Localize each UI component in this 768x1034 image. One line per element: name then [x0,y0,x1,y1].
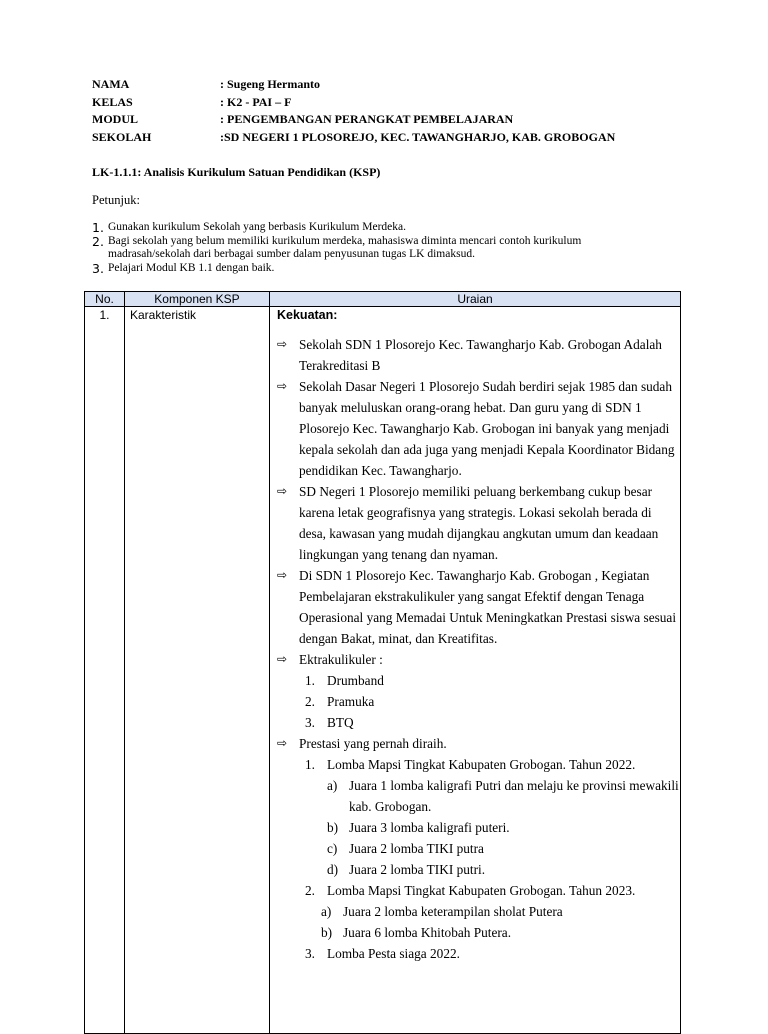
arrow-right-icon: ⇨ [277,652,288,666]
instruction-item [92,262,652,276]
instruction-number: 2. [92,233,104,249]
item-text: Pramuka [327,694,375,709]
subitem-letter: c) [327,841,338,856]
instructions-label: Petunjuk: [92,193,140,207]
ekstra-item [277,691,680,712]
arrow-right-icon: ⇨ [277,337,288,351]
arrow-right-icon: ⇨ [277,484,288,498]
header-value: :SD NEGERI 1 PLOSOREJO, KEC. TAWANGHARJO, KAB. GROBOGAN [220,130,616,144]
table-header-row [85,292,681,307]
prestasi-subitem [277,922,680,943]
subitem-text: Juara 6 lomba Khitobah Putera. [343,925,512,940]
instruction-item [92,235,652,262]
list-item [277,565,680,649]
kekuatan-heading: Kekuatan: [277,308,338,322]
prestasi-subitem [277,901,680,922]
header-label: KELAS [92,95,133,109]
ksp-analysis-table [84,291,681,1034]
item-number: 1. [305,673,315,688]
header-value: : Sugeng Hermanto [220,77,320,91]
instructions-list [92,221,652,275]
subitem-letter: a) [327,778,338,793]
ekstra-item [277,712,680,733]
subitem-text: Juara 2 lomba keterampilan sholat Putera [343,904,563,919]
prestasi-subitem [277,838,680,859]
arrow-right-icon: ⇨ [277,568,288,582]
subitem-letter: a) [321,904,332,919]
prestasi-subitem [277,859,680,880]
prestasi-item [277,754,680,775]
subitem-text: Juara 1 lomba kaligrafi Putri dan melaju ke provinsi mewakili kab. Grobogan. [349,778,679,814]
prestasi-label: Prestasi yang pernah diraih. [299,736,447,751]
arrow-right-icon: ⇨ [277,736,288,750]
bullet-text: SD Negeri 1 Plosorejo memiliki peluang berkembang cukup besar karena letak geografisnya yang strategis. Lokasi sekolah berada di desa, kawasan yang mudah dijangkau angkutan umum dan keadaan lingkungan yang tenang dan nyaman. [299,484,659,562]
header-value: : K2 - PAI – F [220,95,292,109]
worksheet-title: LK-1.1.1: Analisis Kurikulum Satuan Pendidikan (KSP) [92,165,381,179]
instruction-number: 3. [92,260,104,276]
subitem-text: Juara 3 lomba kaligrafi puteri. [349,820,510,835]
bullet-text: Sekolah SDN 1 Plosorejo Kec. Tawangharjo Kab. Grobogan Adalah Terakreditasi B [299,337,662,373]
item-text: BTQ [327,715,354,730]
item-text: Drumband [327,673,384,688]
subitem-letter: b) [327,820,339,835]
prestasi-item [277,880,680,901]
list-item [277,334,680,376]
table-row [85,307,681,1034]
list-item [277,649,680,670]
instruction-text: Bagi sekolah yang belum memiliki kurikulum merdeka, mahasiswa diminta mencari contoh kurikulum madrasah/sekolah dari berbagai sumber dalam penyusunan tugas LK dimaksud. [108,234,582,260]
header-label: NAMA [92,77,130,91]
bullet-text: Di SDN 1 Plosorejo Kec. Tawangharjo Kab. Grobogan , Kegiatan Pembelajaran ekstrakulikuler yang sangat Efektif dengan Tenaga Operasional yang Memadai Untuk Meningkatkan Prestasi siswa sesuai dengan Bakat, minat, dan Kreatifitas. [299,568,677,646]
row-komponen: Karakteristik [125,307,270,1034]
prestasi-subitem [277,775,680,817]
arrow-right-icon: ⇨ [277,379,288,393]
row-number: 1. [85,307,125,1034]
list-item [277,376,680,481]
subitem-letter: b) [321,925,333,940]
ekstra-item [277,670,680,691]
item-number: 3. [305,946,315,961]
item-number: 3. [305,715,315,730]
item-text: Lomba Mapsi Tingkat Kabupaten Grobogan. Tahun 2022. [327,757,636,772]
item-number: 2. [305,883,315,898]
list-item [277,481,680,565]
column-header-komponen: Komponen KSP [125,292,270,307]
instruction-number: 1. [92,220,104,235]
prestasi-subitem [277,817,680,838]
header-label: SEKOLAH [92,130,152,144]
item-number: 2. [305,694,315,709]
row-uraian [270,307,681,1034]
uraian-content [277,334,680,964]
bullet-text: Sekolah Dasar Negeri 1 Plosorejo Sudah berdiri sejak 1985 dan sudah banyak meluluskan orang-orang hebat. Dan guru yang di SDN 1 Plosorejo Kec. Tawangharjo Kab. Grobogan ini banyak yang menjadi kepala sekolah dan ada juga yang menjadi Kepala Koordinator Bidang pendidikan Kec. Tawangharjo. [299,379,675,478]
column-header-no: No. [85,292,125,307]
subitem-letter: d) [327,862,339,877]
prestasi-item [277,943,680,964]
header-label: MODUL [92,112,138,126]
item-number: 1. [305,757,315,772]
item-text: Lomba Mapsi Tingkat Kabupaten Grobogan. Tahun 2023. [327,883,636,898]
subitem-text: Juara 2 lomba TIKI putra [349,841,484,856]
instruction-item [92,221,652,235]
instruction-text: Gunakan kurikulum Sekolah yang berbasis Kurikulum Merdeka. [108,221,406,233]
list-item [277,733,680,754]
item-text: Lomba Pesta siaga 2022. [327,946,460,961]
ekstra-label: Ektrakulikuler : [299,652,383,667]
instruction-text: Pelajari Modul KB 1.1 dengan baik. [108,261,275,274]
header-value: : PENGEMBANGAN PERANGKAT PEMBELAJARAN [220,112,514,126]
column-header-uraian: Uraian [270,292,681,307]
subitem-text: Juara 2 lomba TIKI putri. [349,862,486,877]
